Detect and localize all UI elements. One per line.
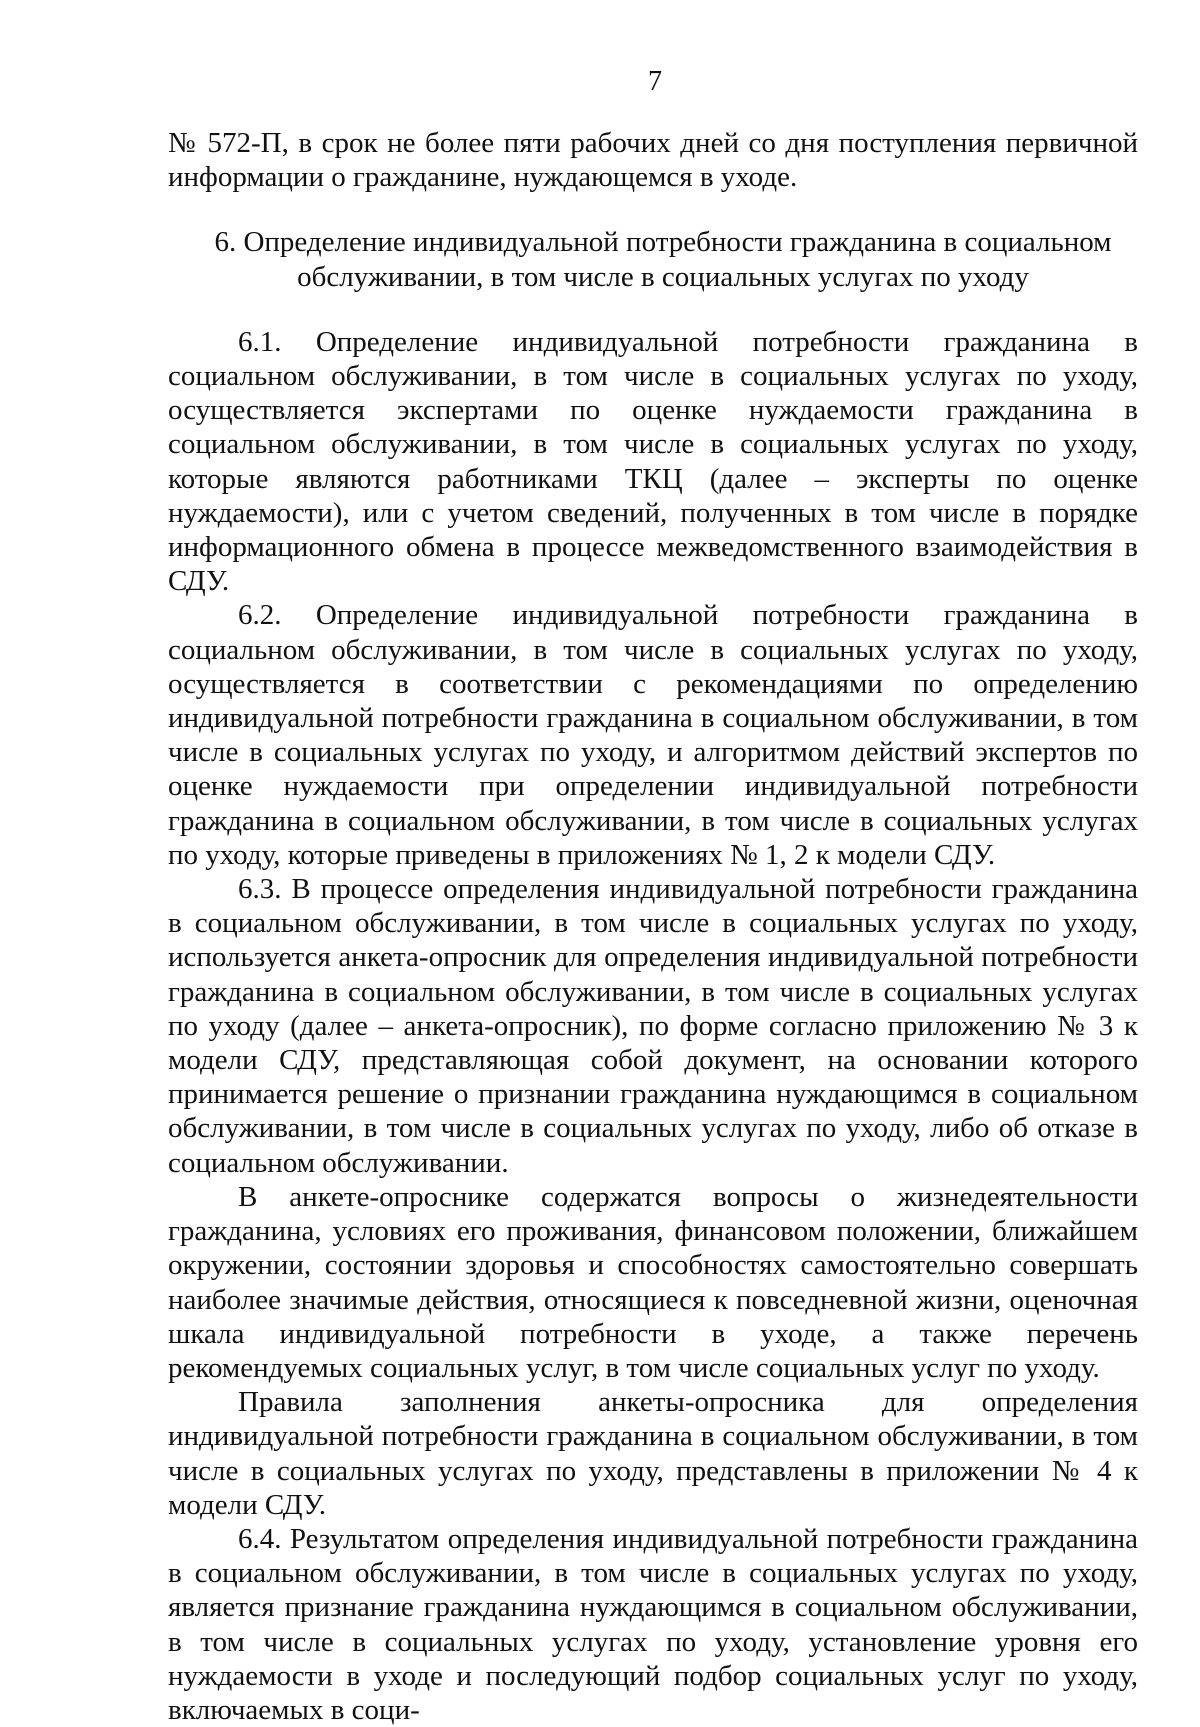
paragraph-6-2: 6.2. Определение индивидуальной потребности гражданина в социальном обслуживании, в том числе в социальных услугах по уходу, осуществляется в соответствии с рекомендациями по определению индивидуальной потребности гражданина в социальном обслуживании, в том числе в социальных услугах по уходу, и алгоритмом действий экспертов по оценке нуждаемости при определении индивидуальной потребности гражданина в социальном обслуживании, в том числе в социальных услугах по уходу, которые приведены в приложениях № 1, 2 к модели СДУ.: [168, 599, 1138, 871]
paragraph-6-1: 6.1. Определение индивидуальной потребности гражданина в социальном обслуживании, в том числе в социальных услугах по уходу, осуществляется экспертами по оценке нуждаемости гражданина в социальном обслуживании, в том числе в социальных услугах по уходу, которые являются работниками ТКЦ (далее – эксперты по оценке нуждаемости), или с учетом сведений, полученных в том числе в порядке информационного обмена в процессе межведомственного взаимодействия в СДУ.: [168, 325, 1138, 598]
paragraph-6-3: 6.3. В процессе определения индивидуальной потребности гражданина в социальном обслуживании, в том числе в социальных услугах по уходу, используется анкета-опросник для определения индивидуальной потребности гражданина в социальном обслуживании, в том числе в социальных услугах по уходу (далее – анкета-опросник), по форме согласно приложению № 3 к модели СДУ, представляющая собой документ, на основании которого принимается решение о признании гражданина нуждающимся в социальном обслуживании, в том числе в социальных услугах по уходу, либо об отказе в социальном обслуживании.: [168, 873, 1138, 1179]
page-number: 7: [648, 66, 662, 97]
document-body: [168, 126, 1138, 1727]
paragraph-6-4: 6.4. Результатом определения индивидуальной потребности гражданина в социальном обслуживании, в том числе в социальных услугах по уходу, является признание гражданина нуждающимся в социальном обслуживании, в том числе в социальных услугах по уходу, установление уровня его нуждаемости в уходе и последующий подбор социальных услуг по уходу, включаемых в соци-: [168, 1522, 1138, 1726]
paragraph-questionnaire-content: В анкете-опроснике содержатся вопросы о жизнедеятельности гражданина, условиях его проживания, финансовом положении, ближайшем окружении, состоянии здоровья и способностях самостоятельно совершать наиболее значимые действия, относящиеся к повседневной жизни, оценочная шкала индивидуальной потребности в уходе, а также перечень рекомендуемых социальных услуг, в том числе социальных услуг по уходу.: [168, 1180, 1138, 1384]
paragraph-questionnaire-rules: Правила заполнения анкеты-опросника для определения индивидуальной потребности гражданина в социальном обслуживании, в том числе в социальных услугах по уходу, представлены в приложении № 4 к модели СДУ.: [168, 1386, 1138, 1521]
section-heading: 6. Определение индивидуальной потребности гражданина в социальном обслуживании, в том числе в социальных услугах по уходу: [214, 226, 1112, 293]
intro-paragraph: № 572-П, в срок не более пяти рабочих дней со дня поступления первичной информации о гражданине, нуждающемся в уходе.: [168, 127, 1138, 194]
section-heading-block: [168, 225, 1138, 293]
